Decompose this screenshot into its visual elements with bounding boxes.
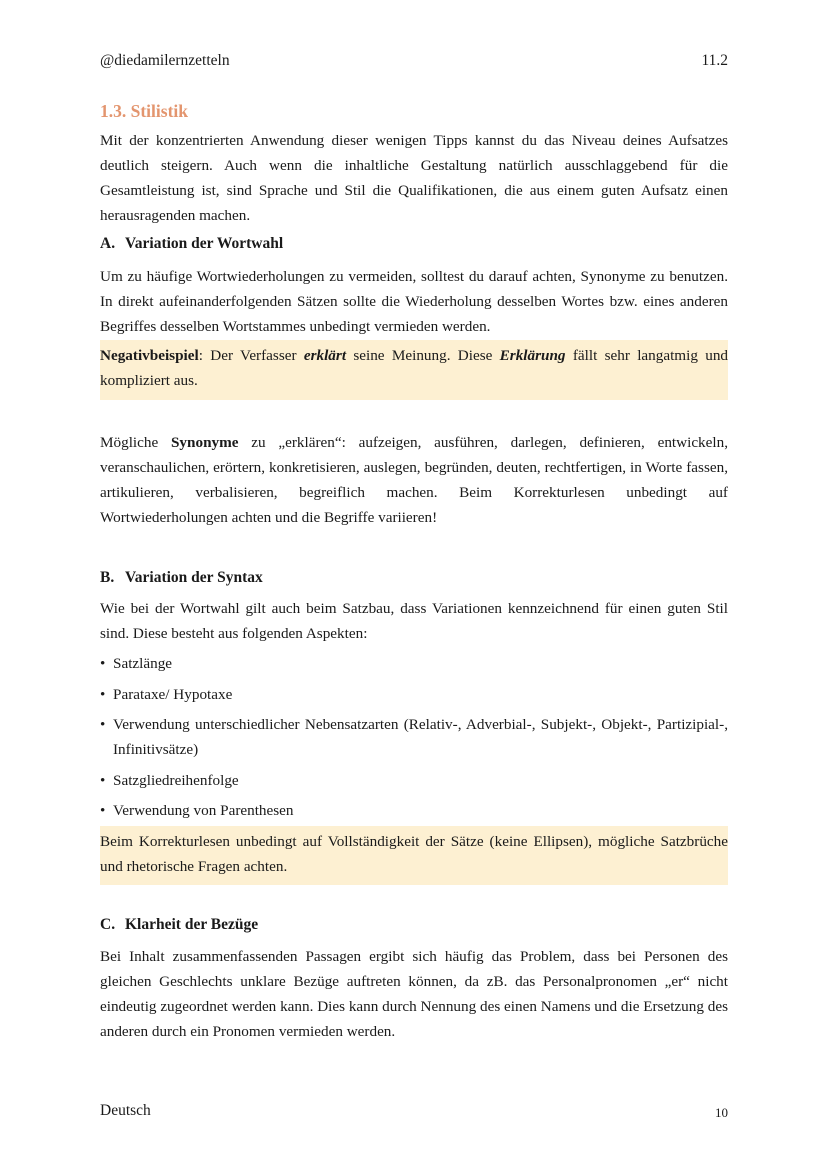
heading-b-text: Variation der Syntax <box>125 569 263 586</box>
list-item: • Verwendung von Parenthesen <box>100 798 728 823</box>
section-a-paragraph: Um zu häufige Wortwiederholungen zu vermeiden, solltest du darauf achten, Synonyme zu benutzen. In direkt aufeinanderfolgenden Sätzen sollte die Wiederholung desselben Wortes bzw. eines anderen Begriffes desselben Wortstammes unbedingt vermieden werden. <box>100 268 728 335</box>
page-header <box>100 52 728 70</box>
page-number: 10 <box>715 1105 728 1120</box>
negative-example-text: Negativbeispiel: Der Verfasser erklärt seine Meinung. Diese Erklärung fällt sehr langatmig und kompliziert aus. <box>100 347 729 389</box>
list-item: • Satzgliedreihenfolge <box>100 768 728 793</box>
heading-b <box>100 569 263 587</box>
list-item: • Verwendung unterschiedlicher Nebensatzarten (Relativ-, Adverbial-, Subjekt-, Objekt-, Partizipial-, Infinitivsätze) <box>100 712 728 762</box>
bullet-icon: • <box>100 716 106 733</box>
synonyms-label: Synonyme <box>170 434 239 451</box>
syntax-note-box <box>100 826 728 885</box>
section-b-paragraph: Wie bei der Wortwahl gilt auch beim Satzbau, dass Variationen kennzeichnend für einen guten Stil sind. Diese besteht aus folgenden Aspekten: <box>100 600 728 642</box>
heading-c <box>100 916 258 934</box>
section-c-paragraph: Bei Inhalt zusammenfassenden Passagen ergibt sich häufig das Problem, dass bei Personen des gleichen Geschlechts unklare Bezüge auftreten können, da zB. das Personalpronomen „er“ nicht eindeutig zugeordnet werden kann. Dies kann durch Nennung des einen Namens und die Ersetzung des anderen durch ein Pronomen vermieden werden. <box>100 948 728 1040</box>
section-title: 1.3. Stilistik <box>100 101 189 121</box>
bullet-icon: • <box>100 686 106 703</box>
bullet-icon: • <box>100 802 106 819</box>
list-item: • Satzlänge <box>100 651 728 676</box>
page-footer <box>100 1102 728 1121</box>
heading-a-letter: A. <box>100 235 116 252</box>
bullet-icon: • <box>100 772 106 789</box>
bullet-icon: • <box>100 655 106 672</box>
synonyms-paragraph: Mögliche Synonyme zu „erklären“: aufzeigen, ausführen, darlegen, definieren, entwickeln, veranschaulichen, erörtern, konkretisieren, auslegen, begründen, deuten, rechtfertigen, in Worte fassen, artikulieren, verbalisieren, begreiflich machen. Beim Korrekturlesen unbedingt auf Wortwiederholungen achten und die Begriffe variieren! <box>100 434 728 526</box>
intro-paragraph: Mit der konzentrierten Anwendung dieser wenigen Tipps kannst du das Niveau deines Aufsatzes deutlich steigern. Auch wenn die inhaltliche Gestaltung natürlich ausschlaggebend für die Gesamtleistung ist, sind Sprache und Stil die Qualifikationen, die aus einem guten Aufsatz einen herausragenden machen. <box>100 132 728 224</box>
heading-c-text: Klarheit der Bezüge <box>125 916 259 933</box>
example-word-erklaerung: Erklärung <box>499 347 566 364</box>
header-handle: @diedamilernzetteln <box>100 52 230 69</box>
heading-c-letter: C. <box>100 916 116 933</box>
negative-example-box <box>100 340 728 400</box>
negative-example-label: Negativbeispiel <box>100 347 199 364</box>
heading-a-text: Variation der Wortwahl <box>125 235 284 252</box>
header-class: 11.2 <box>701 52 728 69</box>
heading-a <box>100 235 283 253</box>
example-word-erklaert: erklärt <box>303 347 347 364</box>
list-item: • Parataxe/ Hypotaxe <box>100 682 728 707</box>
heading-b-letter: B. <box>100 569 115 586</box>
footer-subject: Deutsch <box>100 1102 151 1119</box>
syntax-note-text: Beim Korrekturlesen unbedingt auf Vollständigkeit der Sätze (keine Ellipsen), mögliche Satzbrüche und rhetorische Fragen achten. <box>100 833 728 875</box>
